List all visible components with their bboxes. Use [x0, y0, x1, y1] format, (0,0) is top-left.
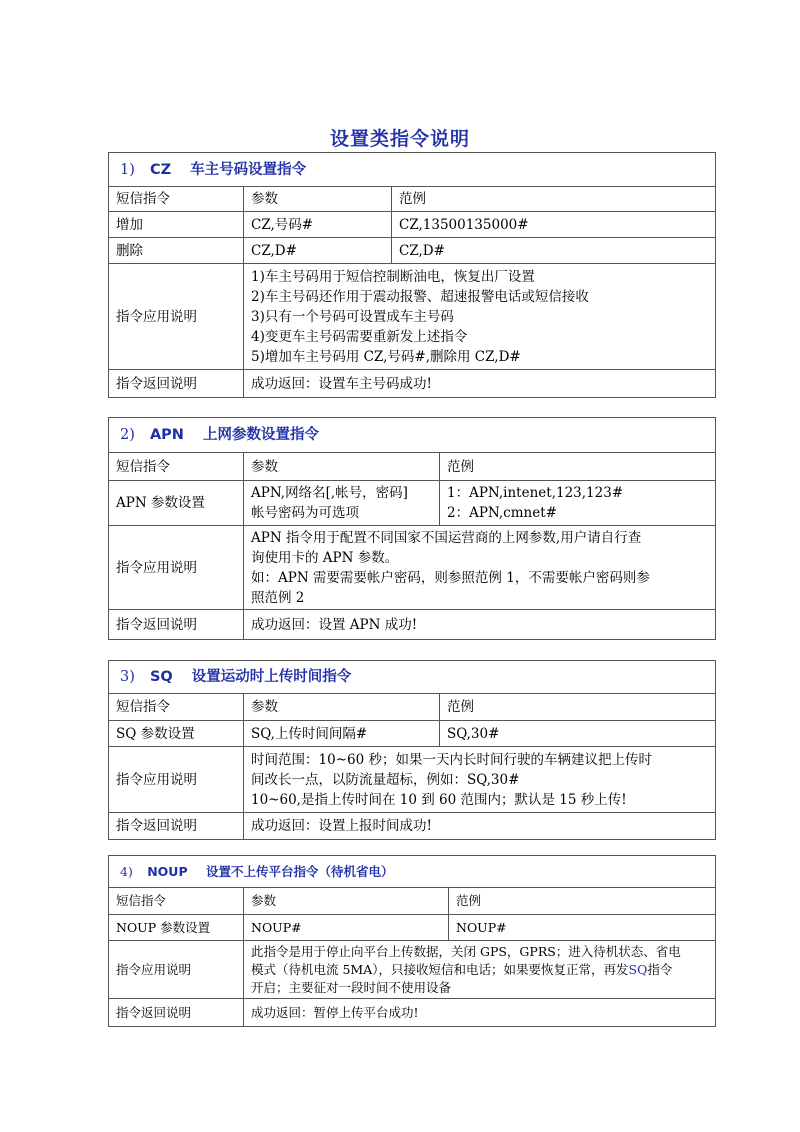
sq-header-sms: 短信指令 [109, 694, 244, 721]
noup-header-example: 范例 [449, 888, 716, 915]
apn-section-number: 2) [120, 427, 135, 443]
noup-header-sms: 短信指令 [109, 888, 244, 915]
noup-header-param: 参数 [244, 888, 449, 915]
noup-desc-line [251, 961, 708, 979]
cz-del-label: 删除 [109, 238, 244, 264]
cz-header-example: 范例 [392, 187, 716, 212]
sq-app-desc-label: 指令应用说明 [109, 747, 244, 813]
cz-desc-line: 5)增加车主号码用 CZ,号码#,删除用 CZ,D# [251, 348, 521, 365]
cz-header-sms: 短信指令 [109, 187, 244, 212]
sq-command-table [108, 660, 716, 840]
apn-section-header [109, 418, 716, 453]
noup-desc-line: 开启；主要征对一段时间不使用设备 [251, 979, 452, 995]
sq-desc-line: 10~60,是指上传时间在 10 到 60 范围内；默认是 15 秒上传! [251, 791, 627, 808]
noup-command-code: NOUP [147, 863, 188, 879]
sq-ret-desc: 成功返回：设置上报时间成功! [244, 813, 716, 840]
cz-app-desc [244, 264, 716, 370]
sq-row-label: SQ 参数设置 [109, 721, 244, 747]
noup-section-header [109, 856, 716, 888]
apn-desc-line: APN 指令用于配置不同国家不国运营商的上网参数,用户请自行查 [251, 529, 642, 546]
apn-param [244, 481, 440, 526]
cz-add-example: CZ,13500135000# [392, 212, 716, 238]
cz-command-code: CZ [149, 161, 172, 178]
noup-desc-text: 指令 [647, 961, 673, 977]
apn-param-line: APN,网络名[,帐号，密码] [251, 485, 408, 501]
noup-desc-line: 此指令是用于停止向平台上传数据，关闭 GPS，GPRS；进入待机状态、省电 [251, 943, 681, 959]
apn-example-line: 2：APN,cmnet# [447, 505, 557, 521]
cz-ret-desc-label: 指令返回说明 [109, 370, 244, 398]
apn-ret-desc: 成功返回：设置 APN 成功! [244, 610, 716, 640]
cz-del-param: CZ,D# [244, 238, 392, 264]
noup-ret-desc-label: 指令返回说明 [109, 999, 244, 1027]
sq-header-param: 参数 [244, 694, 440, 721]
apn-param-line: 帐号密码为可选项 [251, 505, 359, 521]
cz-section-header [109, 153, 716, 187]
cz-desc-line: 3)只有一个号码可设置成车主号码 [251, 308, 454, 325]
noup-desc-text: 模式（待机电流 5MA），只接收短信和电话；如果要恢复正常，再发 [251, 961, 629, 977]
noup-section-number: 4) [120, 863, 133, 879]
apn-row-label: APN 参数设置 [109, 481, 244, 526]
noup-desc-sq-command: SQ [628, 961, 648, 977]
cz-desc-line: 4)变更车主号码需要重新发上述指令 [251, 328, 468, 345]
cz-command-table [108, 152, 716, 398]
apn-header-sms: 短信指令 [109, 453, 244, 481]
apn-command-name: 上网参数设置指令 [203, 426, 319, 443]
sq-ret-desc-label: 指令返回说明 [109, 813, 244, 840]
apn-command-table [108, 417, 716, 640]
noup-example: NOUP# [449, 915, 716, 941]
apn-header-param: 参数 [244, 453, 440, 481]
cz-add-param: CZ,号码# [244, 212, 392, 238]
sq-param: SQ,上传时间间隔# [244, 721, 440, 747]
cz-header-param: 参数 [244, 187, 392, 212]
apn-ret-desc-label: 指令返回说明 [109, 610, 244, 640]
apn-header-example: 范例 [440, 453, 716, 481]
cz-ret-desc: 成功返回：设置车主号码成功! [244, 370, 716, 398]
cz-command-name: 车主号码设置指令 [190, 160, 307, 178]
sq-header-example: 范例 [440, 694, 716, 721]
sq-command-name: 设置运动时上传时间指令 [191, 668, 352, 685]
sq-command-code: SQ [149, 669, 173, 685]
apn-app-desc [244, 526, 716, 610]
sq-desc-line: 时间范围：10~60 秒；如果一天内长时间行驶的车辆建议把上传时 [251, 751, 652, 768]
sq-app-desc [244, 747, 716, 813]
noup-app-desc [244, 941, 716, 999]
apn-command-code: APN [149, 427, 184, 443]
cz-desc-line: 1)车主号码用于短信控制断油电，恢复出厂设置 [251, 268, 535, 285]
noup-command-name: 设置不上传平台指令（待机省电） [205, 863, 394, 879]
apn-desc-line: 如：APN 需要需要帐户密码，则参照范例 1，不需要帐户密码则参 [251, 569, 650, 586]
sq-example: SQ,30# [440, 721, 716, 747]
noup-param: NOUP# [244, 915, 449, 941]
apn-desc-line: 询使用卡的 APN 参数。 [251, 549, 399, 566]
noup-row-label: NOUP 参数设置 [109, 915, 244, 941]
cz-app-desc-label: 指令应用说明 [109, 264, 244, 370]
cz-del-example: CZ,D# [392, 238, 716, 264]
sq-section-number: 3) [120, 669, 135, 685]
cz-section-number: 1) [120, 161, 135, 178]
noup-ret-desc: 成功返回：暂停上传平台成功! [244, 999, 716, 1027]
cz-add-label: 增加 [109, 212, 244, 238]
noup-command-table [108, 855, 716, 1027]
apn-app-desc-label: 指令应用说明 [109, 526, 244, 610]
apn-example [440, 481, 716, 526]
noup-app-desc-label: 指令应用说明 [109, 941, 244, 999]
sq-desc-line: 间改长一点，以防流量超标，例如：SQ,30# [251, 771, 520, 788]
apn-example-line: 1：APN,intenet,123,123# [447, 485, 624, 501]
sq-section-header [109, 661, 716, 694]
apn-desc-line: 照范例 2 [251, 589, 305, 606]
page-title: 设置类指令说明 [329, 128, 470, 150]
cz-desc-line: 2)车主号码还作用于震动报警、超速报警电话或短信接收 [251, 288, 589, 305]
